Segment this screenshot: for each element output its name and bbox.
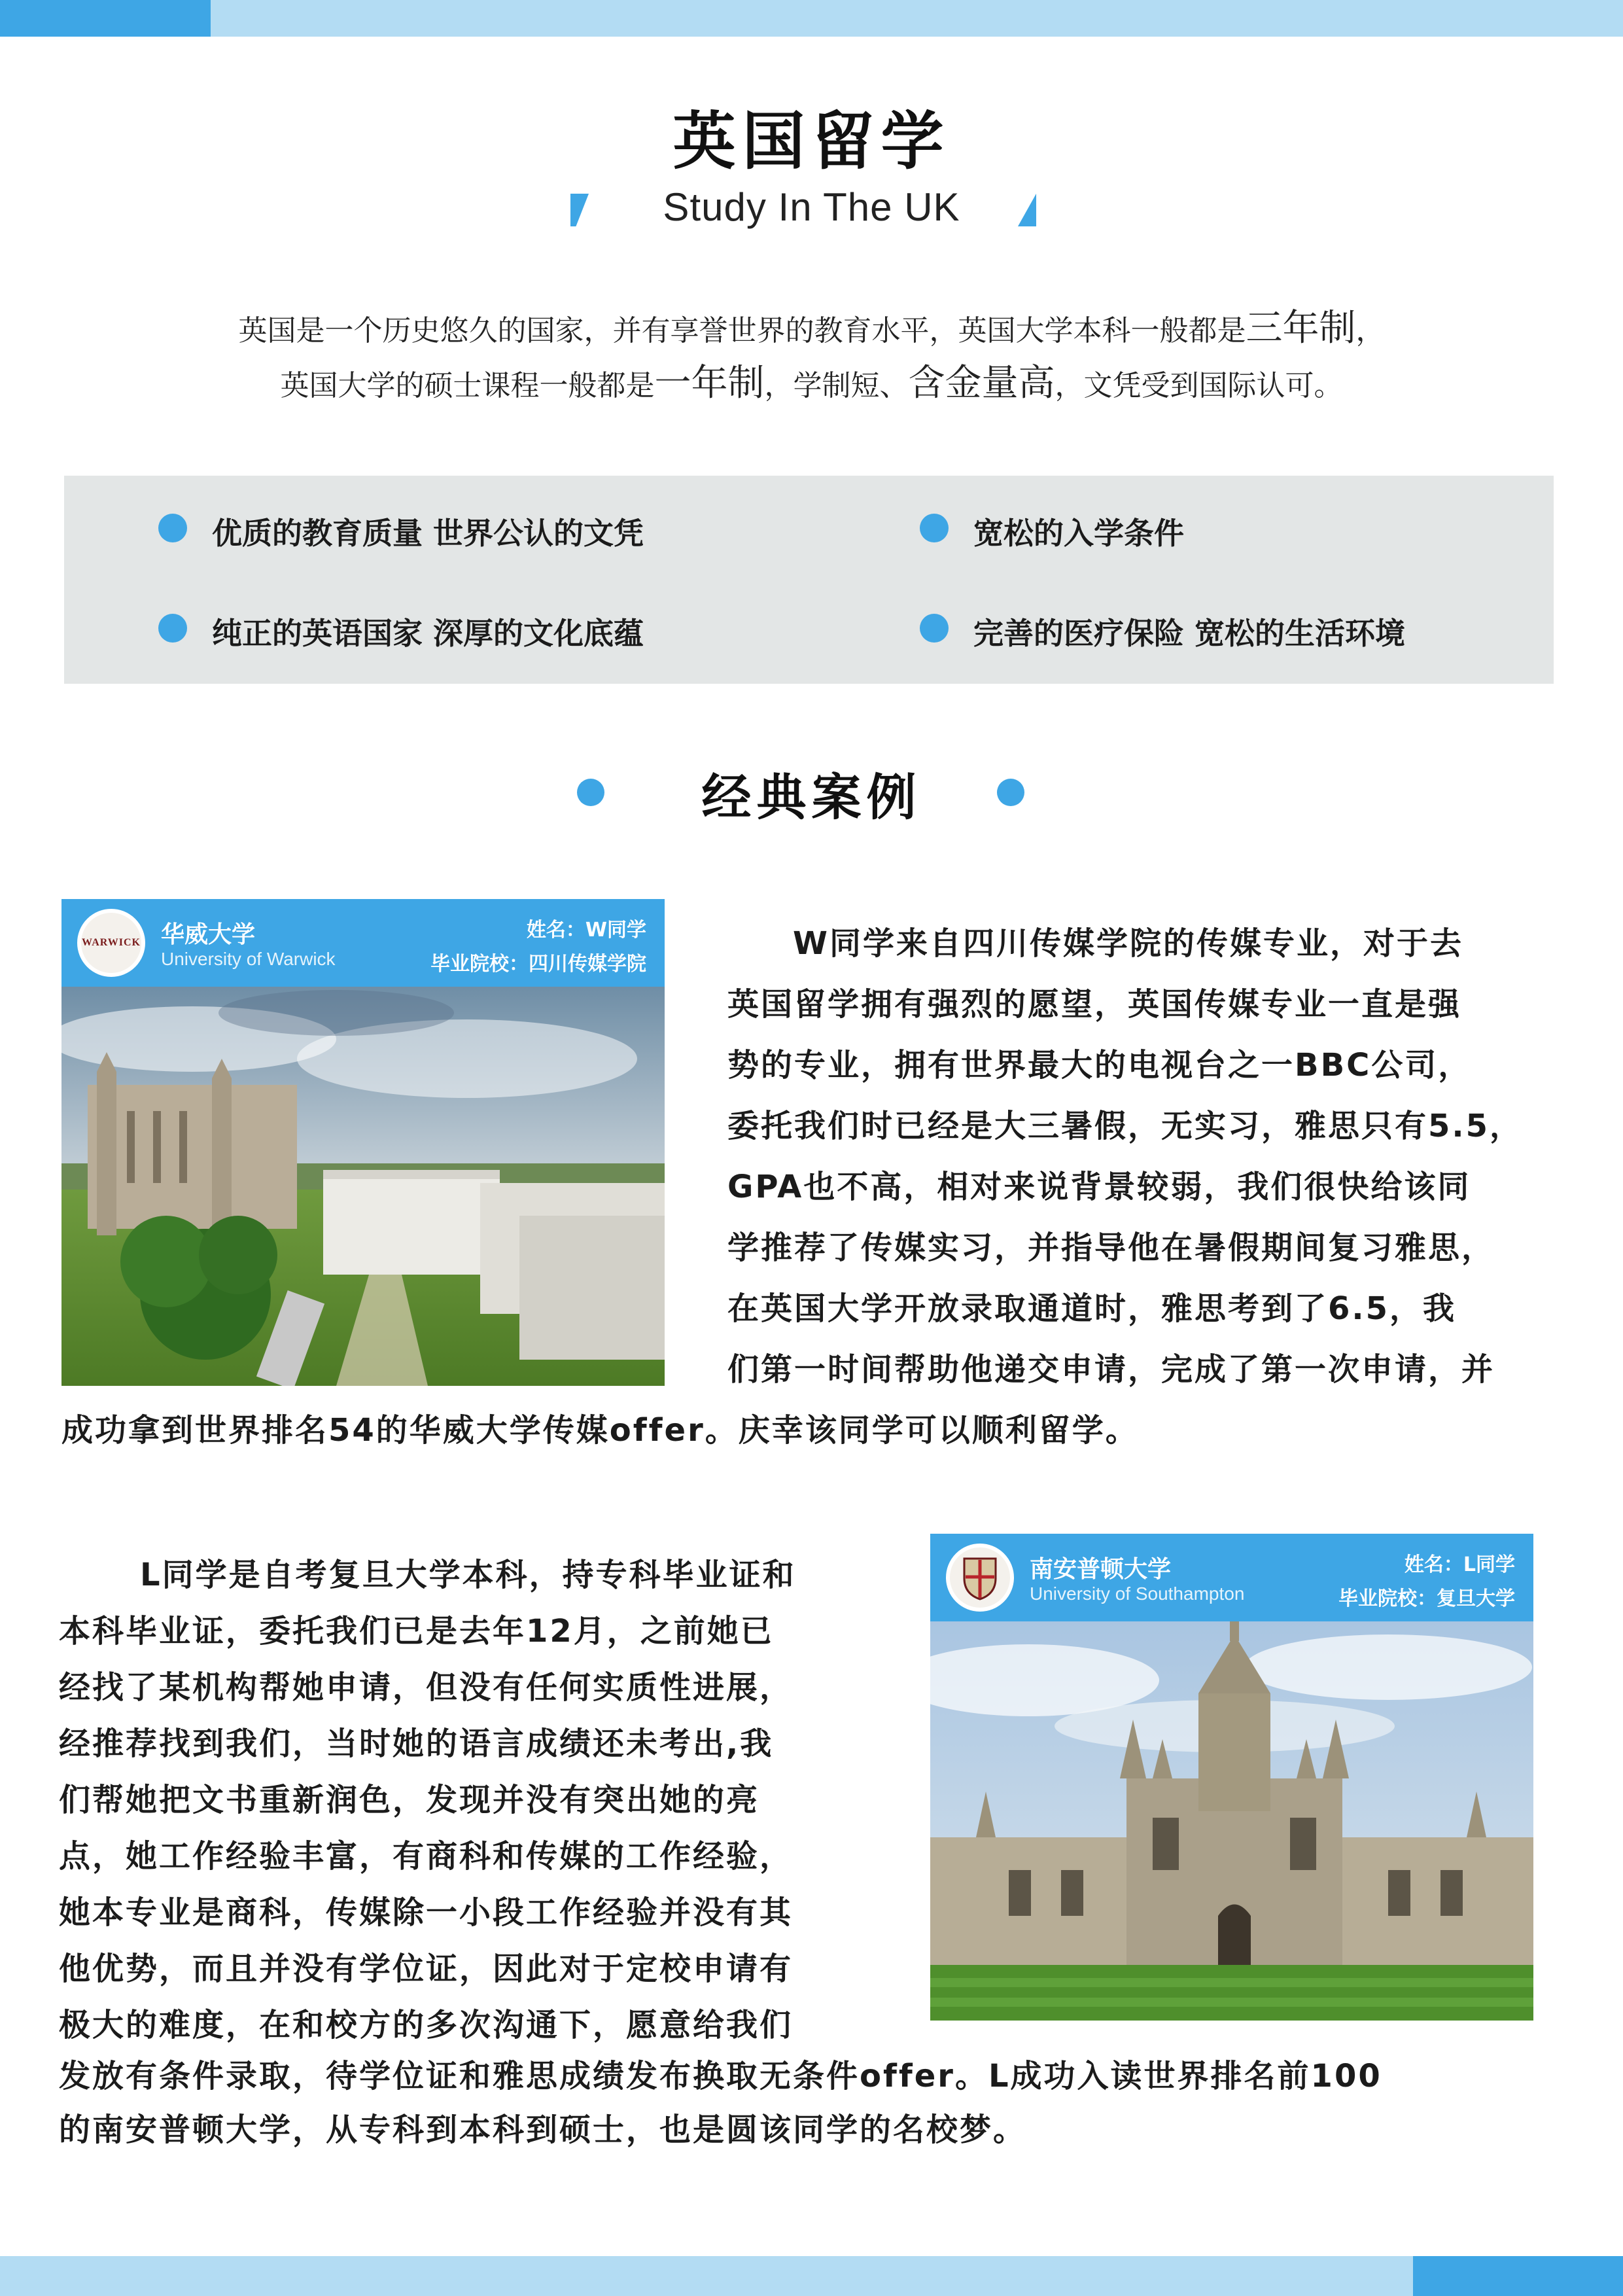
feature-label: 完善的医疗保险 宽松的生活环境	[973, 616, 1406, 651]
crest-shield-icon	[962, 1555, 998, 1600]
case1-text-line: 英国留学拥有强烈的愿望，英国传媒专业一直是强	[727, 986, 1462, 1023]
case1-text-line: 势的专业，拥有世界最大的电视台之一BBC公司，	[727, 1047, 1472, 1084]
bottom-bar	[0, 2256, 1623, 2296]
intro-text: 英国是一个历史悠久的国家，并有享誉世界的教育水平，英国大学本科一般都是	[238, 314, 1246, 347]
feature-label: 纯正的英语国家 深厚的文化底蕴	[212, 616, 644, 651]
case2-text-line: 极大的难度，在和校方的多次沟通下，愿意给我们	[59, 2007, 794, 2043]
case2-campus-photo	[930, 1621, 1533, 2021]
feature-item	[973, 610, 1405, 653]
intro-text: ，学制短、	[764, 369, 909, 402]
feature-item	[212, 610, 644, 653]
case2-text-line: 的南安普顿大学，从专科到本科到硕士，也是圆该同学的名校梦。	[59, 2111, 1027, 2148]
case1-text-line: W同学来自四川传媒学院的传媒专业，对于去	[793, 925, 1463, 962]
intro-emphasis: 三年制	[1246, 307, 1356, 349]
feature-item	[973, 510, 1184, 553]
case2-university-name: 南安普顿大学	[1030, 1556, 1172, 1583]
case1-card-header	[61, 899, 665, 987]
features-panel	[64, 476, 1554, 684]
top-bar	[0, 0, 1623, 37]
page-title: 英国留学	[672, 105, 951, 178]
top-bar-accent	[0, 0, 211, 37]
intro-text: ，文凭受到国际认可。	[1055, 369, 1343, 402]
case1-text-line: 学推荐了传媒实习，并指导他在暑假期间复习雅思，	[727, 1229, 1495, 1266]
case1-student-name: 姓名：W同学	[526, 919, 646, 942]
case1-university-name: 华威大学	[161, 921, 256, 948]
case2-text-line: 发放有条件录取，待学位证和雅思成绩发布换取无条件offer。L成功入读世界排名前100	[59, 2058, 1382, 2094]
case1-text-line: GPA也不高，相对来说背景较弱，我们很快给该同	[727, 1169, 1471, 1205]
intro-line-1	[0, 302, 1623, 357]
feature-label: 优质的教育质量 世界公认的文凭	[212, 516, 644, 551]
case1-campus-photo	[61, 987, 665, 1386]
case1-university-english: University of Warwick	[161, 949, 336, 969]
case2-text-line: 本科毕业证，委托我们已是去年12月，之前她已	[59, 1613, 774, 1650]
case2-card-header	[930, 1534, 1533, 1621]
intro-paragraph	[0, 302, 1623, 412]
case1-graduate-school: 毕业院校：四川传媒学院	[430, 953, 646, 976]
bullet-dot-icon	[158, 514, 187, 542]
intro-text: 英国大学的硕士课程一般都是	[280, 369, 655, 402]
case1-text-line: 在英国大学开放录取通道时，雅思考到了6.5，我	[727, 1290, 1457, 1327]
case1-text-line: 委托我们时已经是大三暑假，无实习，雅思只有5.5，	[727, 1108, 1524, 1144]
intro-line-2	[0, 357, 1623, 412]
case2-text-line: 们帮她把文书重新润色，发现并没有突出她的亮	[59, 1782, 760, 1818]
crest-text: WARWICK	[82, 937, 141, 948]
case1-text-line: 们第一时间帮助他递交申请，完成了第一次申请，并	[727, 1351, 1495, 1388]
case2-graduate-school: 毕业院校：复旦大学	[1338, 1587, 1515, 1610]
section-dot-right-icon	[997, 779, 1024, 806]
bottom-bar-accent	[1413, 2256, 1623, 2296]
case2-university-english: University of Southampton	[1030, 1583, 1245, 1604]
case2-text-line: 经找了某机构帮她申请，但没有任何实质性进展，	[59, 1669, 794, 1706]
bullet-dot-icon	[920, 614, 949, 643]
case2-text-line: 点，她工作经验丰富，有商科和传媒的工作经验，	[59, 1838, 794, 1875]
page-subtitle: Study In The UK	[663, 185, 960, 229]
southampton-crest-icon	[946, 1544, 1014, 1612]
case2-student-name: 姓名：L同学	[1404, 1553, 1515, 1576]
warwick-crest-icon	[77, 909, 145, 977]
section-title: 经典案例	[701, 768, 922, 826]
bullet-dot-icon	[920, 514, 949, 542]
intro-emphasis: 一年制	[654, 362, 765, 404]
case2-text-line: L同学是自考复旦大学本科，持专科毕业证和	[140, 1557, 796, 1593]
case2-text-line: 经推荐找到我们，当时她的语言成绩还未考出,我	[59, 1725, 774, 1762]
feature-label: 宽松的入学条件	[973, 516, 1184, 551]
intro-text: ，	[1355, 314, 1385, 347]
case1-text-line: 成功拿到世界排名54的华威大学传媒offer。庆幸该同学可以顺利留学。	[61, 1412, 1139, 1449]
case2-text-line: 她本专业是商科，传媒除一小段工作经验并没有其	[59, 1894, 794, 1931]
bullet-dot-icon	[158, 614, 187, 643]
intro-emphasis: 含金量高	[908, 362, 1055, 404]
feature-item	[212, 510, 644, 553]
case2-text-line: 他优势，而且并没有学位证，因此对于定校申请有	[59, 1951, 794, 1987]
